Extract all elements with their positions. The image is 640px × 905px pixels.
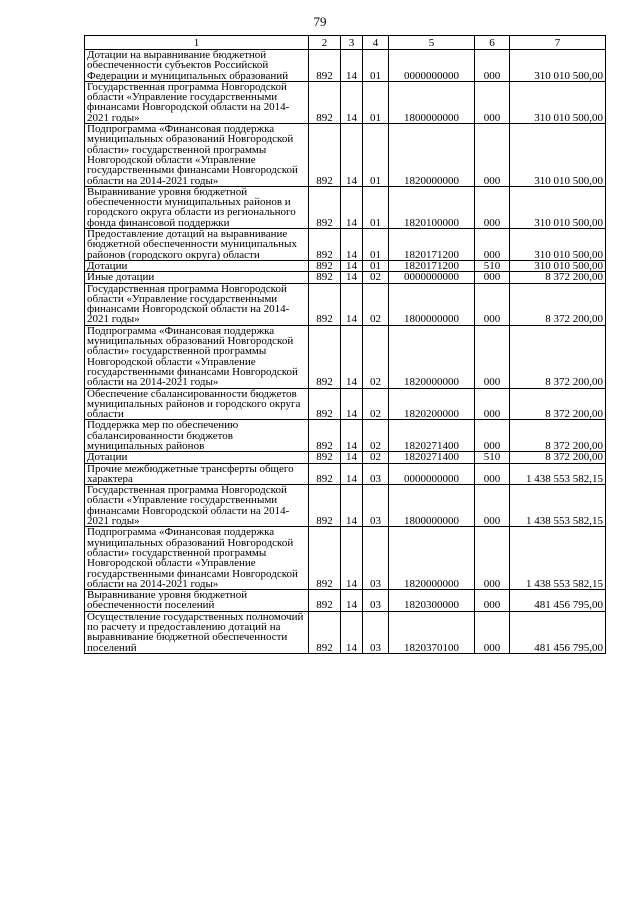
section-code-cell: 14 xyxy=(341,485,363,527)
column-header: 2 xyxy=(309,36,341,50)
subsection-code-cell: 02 xyxy=(363,325,389,388)
subsection-code-cell: 02 xyxy=(363,452,389,463)
section-code-cell: 14 xyxy=(341,611,363,653)
expense-type-cell: 000 xyxy=(475,388,510,420)
table-row xyxy=(85,485,606,527)
expense-type-cell: 000 xyxy=(475,527,510,590)
expense-type-cell: 000 xyxy=(475,485,510,527)
target-article-cell: 1820100000 xyxy=(389,186,475,228)
ministry-code-cell: 892 xyxy=(309,388,341,420)
section-code-cell: 14 xyxy=(341,81,363,123)
section-code-cell: 14 xyxy=(341,124,363,187)
target-article-cell: 0000000000 xyxy=(389,463,475,485)
amount-cell: 1 438 553 582,15 xyxy=(510,527,606,590)
target-article-cell: 1820171200 xyxy=(389,229,475,261)
target-article-cell: 0000000000 xyxy=(389,50,475,82)
subsection-code-cell: 03 xyxy=(363,590,389,612)
column-header: 3 xyxy=(341,36,363,50)
subsection-code-cell: 03 xyxy=(363,463,389,485)
section-code-cell: 14 xyxy=(341,260,363,271)
ministry-code-cell: 892 xyxy=(309,50,341,82)
row-name-cell: Подпрограмма «Финансовая поддержка муниципальных образований Новгородской области» государственной программы Новгородской области «Управление государственными финансами Новгородской области на 2014-2021 годы» xyxy=(85,527,309,590)
target-article-cell: 0000000000 xyxy=(389,272,475,283)
ministry-code-cell: 892 xyxy=(309,485,341,527)
amount-cell: 310 010 500,00 xyxy=(510,229,606,261)
ministry-code-cell: 892 xyxy=(309,272,341,283)
subsection-code-cell: 01 xyxy=(363,124,389,187)
row-name-cell: Иные дотации xyxy=(85,272,309,283)
amount-cell: 310 010 500,00 xyxy=(510,260,606,271)
target-article-cell: 1820370100 xyxy=(389,611,475,653)
subsection-code-cell: 02 xyxy=(363,283,389,325)
subsection-code-cell: 02 xyxy=(363,272,389,283)
ministry-code-cell: 892 xyxy=(309,590,341,612)
row-name-cell: Государственная программа Новгородской области «Управление государственными финансами Новгородской области на 2014-2021 годы» xyxy=(85,485,309,527)
ministry-code-cell: 892 xyxy=(309,186,341,228)
section-code-cell: 14 xyxy=(341,527,363,590)
expense-type-cell: 510 xyxy=(475,452,510,463)
section-code-cell: 14 xyxy=(341,388,363,420)
expense-type-cell: 000 xyxy=(475,186,510,228)
expense-type-cell: 000 xyxy=(475,229,510,261)
amount-cell: 8 372 200,00 xyxy=(510,452,606,463)
expense-type-cell: 000 xyxy=(475,463,510,485)
table-row xyxy=(85,590,606,612)
row-name-cell: Подпрограмма «Финансовая поддержка муниципальных образований Новгородской области» государственной программы Новгородской области «Управление государственными финансами Новгородской области на 2014-2021 годы» xyxy=(85,325,309,388)
table-row xyxy=(85,50,606,82)
expense-type-cell: 000 xyxy=(475,420,510,452)
row-name-cell: Подпрограмма «Финансовая поддержка муниципальных образований Новгородской области» государственной программы Новгородской области «Управление государственными финансами Новгородской области на 2014-2021 годы» xyxy=(85,124,309,187)
amount-cell: 310 010 500,00 xyxy=(510,50,606,82)
section-code-cell: 14 xyxy=(341,463,363,485)
subsection-code-cell: 02 xyxy=(363,388,389,420)
target-article-cell: 1820000000 xyxy=(389,325,475,388)
ministry-code-cell: 892 xyxy=(309,229,341,261)
section-code-cell: 14 xyxy=(341,229,363,261)
table-row xyxy=(85,452,606,463)
table-row xyxy=(85,611,606,653)
expense-type-cell: 000 xyxy=(475,81,510,123)
row-name-cell: Поддержка мер по обеспечению сбалансированности бюджетов муниципальных районов xyxy=(85,420,309,452)
column-header: 5 xyxy=(389,36,475,50)
table-row xyxy=(85,81,606,123)
target-article-cell: 1820271400 xyxy=(389,452,475,463)
column-header: 6 xyxy=(475,36,510,50)
target-article-cell: 1820200000 xyxy=(389,388,475,420)
expense-type-cell: 000 xyxy=(475,283,510,325)
budget-table xyxy=(84,35,606,654)
table-row xyxy=(85,229,606,261)
section-code-cell: 14 xyxy=(341,420,363,452)
row-name-cell: Дотации на выравнивание бюджетной обеспеченности субъектов Российской Федерации и муниципальных образований xyxy=(85,50,309,82)
subsection-code-cell: 03 xyxy=(363,611,389,653)
target-article-cell: 1820000000 xyxy=(389,527,475,590)
table-row xyxy=(85,124,606,187)
column-header: 7 xyxy=(510,36,606,50)
subsection-code-cell: 01 xyxy=(363,50,389,82)
page-number: 79 xyxy=(313,14,327,29)
row-name-cell: Обеспечение сбалансированности бюджетов муниципальных районов и городского округа области xyxy=(85,388,309,420)
row-name-cell: Выравнивание уровня бюджетной обеспеченности муниципальных районов и городского округа области из регионального фонда финансовой поддержки xyxy=(85,186,309,228)
section-code-cell: 14 xyxy=(341,186,363,228)
header-row xyxy=(85,36,606,50)
expense-type-cell: 000 xyxy=(475,272,510,283)
table-row xyxy=(85,527,606,590)
table-row xyxy=(85,388,606,420)
row-name-cell: Государственная программа Новгородской области «Управление государственными финансами Новгородской области на 2014-2021 годы» xyxy=(85,283,309,325)
target-article-cell: 1820300000 xyxy=(389,590,475,612)
expense-type-cell: 000 xyxy=(475,124,510,187)
amount-cell: 310 010 500,00 xyxy=(510,186,606,228)
expense-type-cell: 000 xyxy=(475,325,510,388)
table-row xyxy=(85,420,606,452)
amount-cell: 8 372 200,00 xyxy=(510,272,606,283)
expense-type-cell: 000 xyxy=(475,611,510,653)
subsection-code-cell: 02 xyxy=(363,420,389,452)
target-article-cell: 1800000000 xyxy=(389,485,475,527)
amount-cell: 8 372 200,00 xyxy=(510,283,606,325)
target-article-cell: 1800000000 xyxy=(389,81,475,123)
amount-cell: 8 372 200,00 xyxy=(510,388,606,420)
ministry-code-cell: 892 xyxy=(309,463,341,485)
subsection-code-cell: 03 xyxy=(363,485,389,527)
target-article-cell: 1820171200 xyxy=(389,260,475,271)
amount-cell: 8 372 200,00 xyxy=(510,420,606,452)
expense-type-cell: 000 xyxy=(475,590,510,612)
row-name-cell: Государственная программа Новгородской области «Управление государственными финансами Новгородской области на 2014-2021 годы» xyxy=(85,81,309,123)
amount-cell: 8 372 200,00 xyxy=(510,325,606,388)
row-name-cell: Дотации xyxy=(85,260,309,271)
amount-cell: 310 010 500,00 xyxy=(510,81,606,123)
target-article-cell: 1800000000 xyxy=(389,283,475,325)
expense-type-cell: 000 xyxy=(475,50,510,82)
table-row xyxy=(85,272,606,283)
ministry-code-cell: 892 xyxy=(309,452,341,463)
amount-cell: 481 456 795,00 xyxy=(510,611,606,653)
ministry-code-cell: 892 xyxy=(309,81,341,123)
row-name-cell: Предоставление дотаций на выравнивание бюджетной обеспеченности муниципальных районов (городского округа) области xyxy=(85,229,309,261)
ministry-code-cell: 892 xyxy=(309,611,341,653)
section-code-cell: 14 xyxy=(341,325,363,388)
amount-cell: 1 438 553 582,15 xyxy=(510,485,606,527)
section-code-cell: 14 xyxy=(341,590,363,612)
target-article-cell: 1820271400 xyxy=(389,420,475,452)
expense-type-cell: 510 xyxy=(475,260,510,271)
target-article-cell: 1820000000 xyxy=(389,124,475,187)
subsection-code-cell: 01 xyxy=(363,81,389,123)
ministry-code-cell: 892 xyxy=(309,325,341,388)
ministry-code-cell: 892 xyxy=(309,260,341,271)
subsection-code-cell: 03 xyxy=(363,527,389,590)
row-name-cell: Выравнивание уровня бюджетной обеспеченности поселений xyxy=(85,590,309,612)
section-code-cell: 14 xyxy=(341,50,363,82)
table-body xyxy=(85,50,606,654)
row-name-cell: Прочие межбюджетные трансферты общего характера xyxy=(85,463,309,485)
row-name-cell: Дотации xyxy=(85,452,309,463)
ministry-code-cell: 892 xyxy=(309,283,341,325)
table-row xyxy=(85,463,606,485)
ministry-code-cell: 892 xyxy=(309,124,341,187)
column-header: 4 xyxy=(363,36,389,50)
amount-cell: 310 010 500,00 xyxy=(510,124,606,187)
amount-cell: 1 438 553 582,15 xyxy=(510,463,606,485)
row-name-cell: Осуществление государственных полномочий по расчету и предоставлению дотаций на выравнивание бюджетной обеспеченности поселений xyxy=(85,611,309,653)
table-row xyxy=(85,325,606,388)
table-row xyxy=(85,186,606,228)
subsection-code-cell: 01 xyxy=(363,260,389,271)
column-header: 1 xyxy=(85,36,309,50)
subsection-code-cell: 01 xyxy=(363,229,389,261)
table-row xyxy=(85,260,606,271)
ministry-code-cell: 892 xyxy=(309,527,341,590)
subsection-code-cell: 01 xyxy=(363,186,389,228)
amount-cell: 481 456 795,00 xyxy=(510,590,606,612)
section-code-cell: 14 xyxy=(341,283,363,325)
ministry-code-cell: 892 xyxy=(309,420,341,452)
table-row xyxy=(85,283,606,325)
section-code-cell: 14 xyxy=(341,272,363,283)
section-code-cell: 14 xyxy=(341,452,363,463)
